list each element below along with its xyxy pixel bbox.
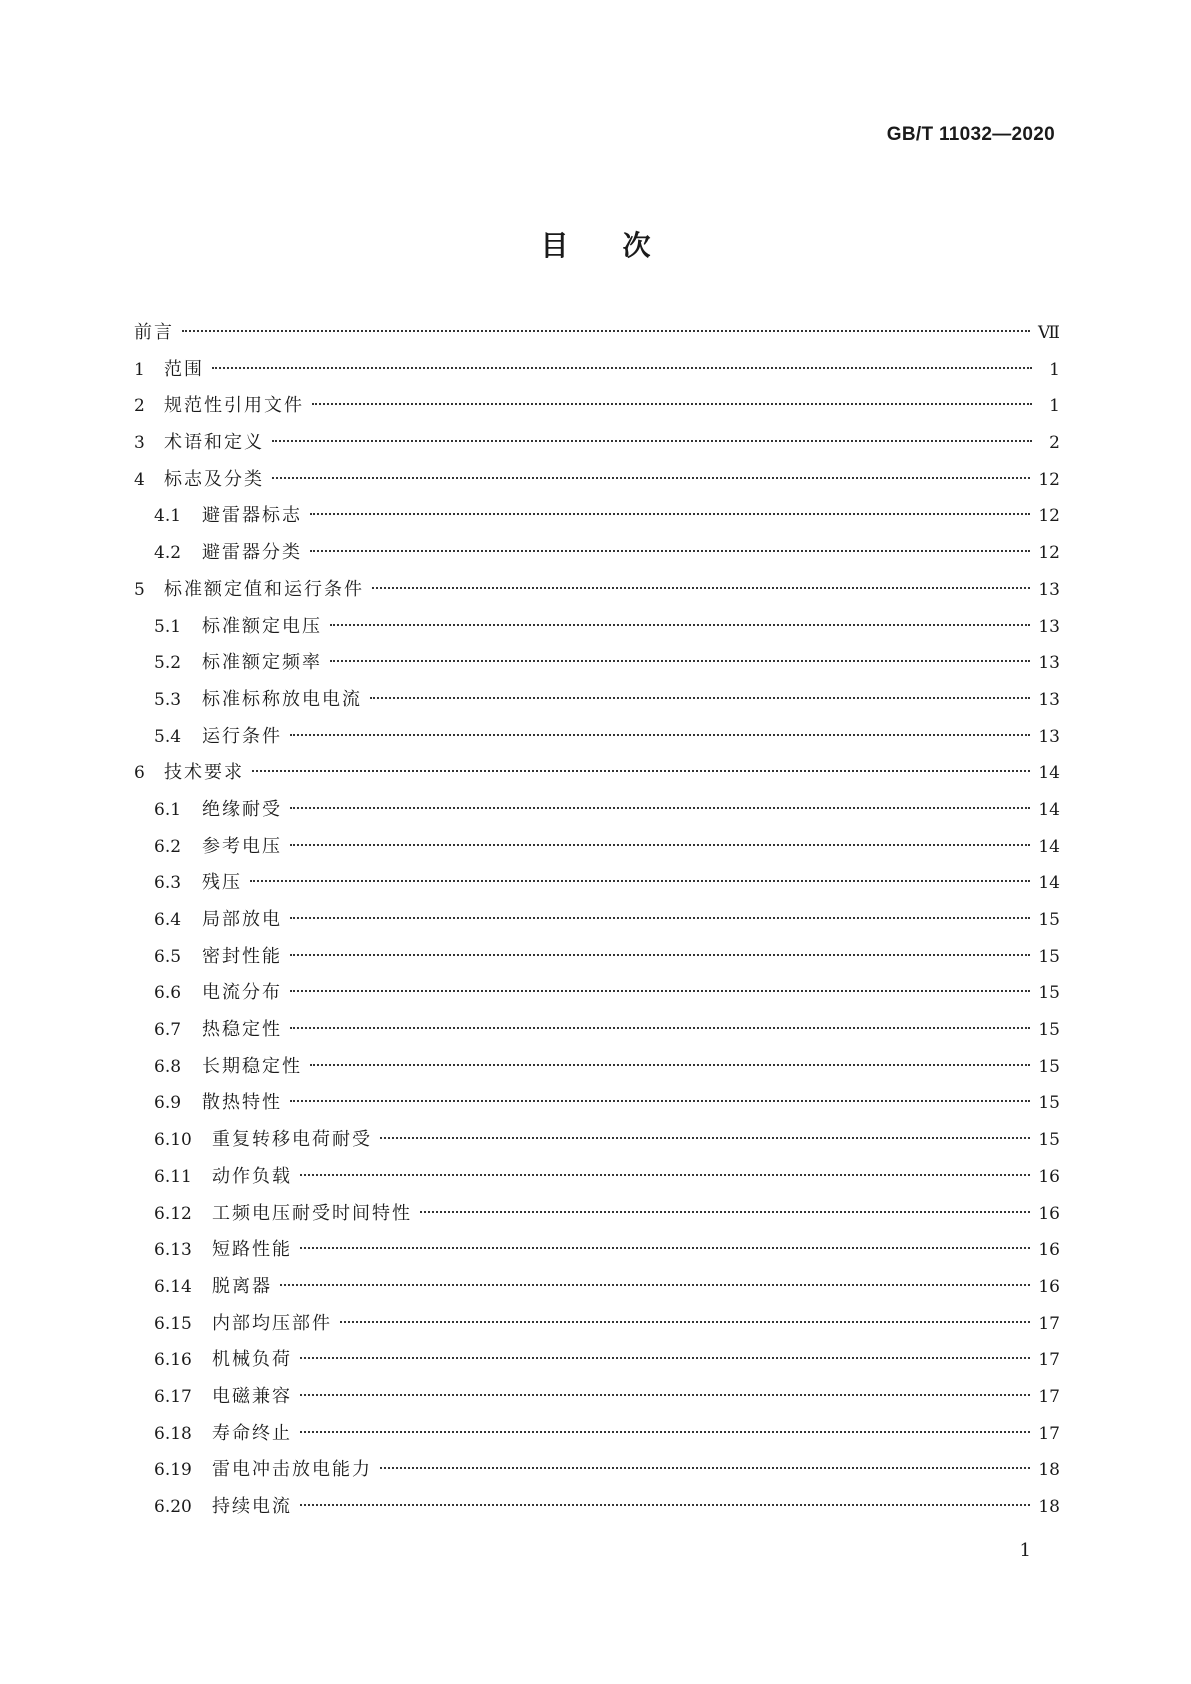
toc-entry[interactable] (134, 1349, 1060, 1386)
toc-entry-number: 6.20 (154, 1497, 192, 1517)
toc-entry-title: 标准额定电压 (202, 615, 322, 637)
toc-entry-title: 绝缘耐受 (202, 798, 282, 820)
toc-entry-title: 内部均压部件 (212, 1312, 332, 1334)
toc-entry-title: 动作负载 (212, 1165, 292, 1187)
dot-leader (300, 1247, 1030, 1249)
toc-entry-page: 17 (1038, 1423, 1060, 1444)
page-title: 目次 (540, 229, 705, 262)
dot-leader (420, 1211, 1030, 1213)
toc-entry-page: 17 (1038, 1313, 1060, 1334)
toc-entry-page: 14 (1038, 836, 1060, 857)
toc-entry-page: 13 (1038, 689, 1060, 710)
toc-entry[interactable] (134, 1203, 1060, 1240)
dot-leader (272, 440, 1032, 442)
dot-leader (300, 1174, 1030, 1176)
toc-entry-number: 3 (134, 433, 145, 454)
toc-entry[interactable] (134, 322, 1060, 359)
dot-leader (310, 1064, 1030, 1066)
toc-entry[interactable] (134, 726, 1060, 763)
toc-entry[interactable] (134, 799, 1060, 836)
toc-entry-number: 6.16 (154, 1350, 192, 1371)
toc-entry-number: 2 (134, 396, 145, 417)
dot-leader (330, 660, 1030, 662)
toc-entry-number: 6 (134, 763, 145, 784)
toc-entry-number: 4.1 (154, 506, 182, 527)
toc-entry-number: 1 (134, 359, 145, 380)
toc-entry[interactable] (134, 1056, 1060, 1093)
dot-leader (290, 734, 1030, 736)
dot-leader (252, 770, 1030, 772)
dot-leader (300, 1504, 1030, 1506)
toc-entry-title: 前言 (134, 322, 174, 343)
toc-entry[interactable] (134, 982, 1060, 1019)
toc-entry-number: 6.1 (154, 799, 182, 820)
toc-entry-title: 技术要求 (164, 762, 244, 784)
toc-entry[interactable] (134, 359, 1060, 396)
dot-leader (330, 624, 1030, 626)
toc-entry-page: 14 (1038, 763, 1060, 784)
toc-entry-title: 重复转移电荷耐受 (212, 1129, 372, 1151)
toc-entry-number: 6.5 (154, 946, 182, 967)
toc-entry[interactable] (134, 1276, 1060, 1313)
toc-entry-title: 标准额定值和运行条件 (164, 578, 364, 600)
toc-entry-title: 标准额定频率 (202, 652, 322, 674)
toc-entry-number: 6.6 (154, 983, 182, 1004)
toc-entry[interactable] (134, 1129, 1060, 1166)
toc-entry-number: 6.7 (154, 1020, 182, 1041)
toc-entry-title: 热稳定性 (202, 1019, 282, 1041)
toc-entry-number: 5 (134, 579, 145, 600)
toc-entry-page: 13 (1038, 616, 1060, 637)
toc-entry-number: 6.2 (154, 836, 182, 857)
toc-entry-title: 寿命终止 (212, 1422, 292, 1444)
toc-entry-title: 参考电压 (202, 835, 282, 857)
dot-leader (272, 477, 1030, 479)
toc-entry-title: 避雷器标志 (202, 505, 302, 527)
toc-entry[interactable] (134, 616, 1060, 653)
toc-entry-page: 18 (1038, 1497, 1060, 1517)
toc-entry-page: Ⅶ (1038, 323, 1060, 343)
toc-entry-page: 12 (1038, 506, 1060, 527)
toc-entry[interactable] (134, 946, 1060, 983)
toc-entry-page: 15 (1038, 910, 1060, 930)
toc-entry-page: 14 (1038, 873, 1060, 894)
dot-leader (290, 990, 1030, 992)
toc-entry[interactable] (134, 1313, 1060, 1350)
toc-entry[interactable] (134, 579, 1060, 616)
toc-entry-number: 6.19 (154, 1460, 192, 1481)
dot-leader (370, 697, 1030, 699)
dot-leader (372, 587, 1030, 589)
toc-entry[interactable] (134, 836, 1060, 873)
toc-entry-title: 工频电压耐受时间特性 (212, 1202, 412, 1224)
dot-leader (290, 917, 1030, 919)
toc-entry[interactable] (134, 1092, 1060, 1129)
toc-entry[interactable] (134, 909, 1060, 946)
toc-entry-number: 4.2 (154, 543, 182, 564)
dot-leader (312, 403, 1032, 405)
toc-entry[interactable] (134, 1166, 1060, 1203)
toc-entry-title: 持续电流 (212, 1496, 292, 1517)
toc-entry-page: 15 (1038, 1056, 1060, 1077)
dot-leader (380, 1137, 1030, 1139)
toc-entry-title: 标准标称放电电流 (202, 688, 362, 710)
dot-leader (340, 1321, 1030, 1323)
toc-entry-title: 机械负荷 (212, 1349, 292, 1371)
toc-entry[interactable] (134, 762, 1060, 799)
toc-entry-number: 5.1 (154, 616, 182, 637)
dot-leader (310, 513, 1030, 515)
toc-entry-title: 密封性能 (202, 945, 282, 967)
toc-entry[interactable] (134, 1459, 1060, 1496)
dot-leader (212, 367, 1032, 369)
toc-entry-title: 术语和定义 (164, 432, 264, 454)
dot-leader (310, 550, 1030, 552)
toc-entry-page: 1 (1049, 396, 1060, 417)
toc-entry[interactable] (134, 432, 1060, 469)
toc-entry-title: 避雷器分类 (202, 542, 302, 564)
dot-leader (290, 954, 1030, 956)
toc-entry-number: 5.4 (154, 726, 182, 747)
toc-entry-number: 6.17 (154, 1386, 192, 1407)
toc-entry[interactable] (134, 1019, 1060, 1056)
toc-entry-title: 短路性能 (212, 1239, 292, 1261)
toc-entry-title: 运行条件 (202, 725, 282, 747)
toc-entry-number: 6.9 (154, 1093, 182, 1114)
toc-entry-title: 电磁兼容 (212, 1385, 292, 1407)
toc-entry-title: 范围 (164, 358, 204, 380)
toc-entry[interactable] (134, 652, 1060, 689)
toc-entry-title: 脱离器 (212, 1275, 272, 1297)
toc-entry[interactable] (134, 469, 1060, 506)
toc-entry-number: 6.4 (154, 910, 182, 930)
toc-entry[interactable] (134, 395, 1060, 432)
toc-entry-number: 4 (134, 469, 145, 490)
dot-leader (250, 880, 1030, 882)
dot-leader (280, 1284, 1030, 1286)
table-of-contents (134, 322, 1060, 1533)
toc-entry-page: 15 (1038, 983, 1060, 1004)
toc-entry-page: 2 (1049, 433, 1060, 454)
toc-entry-page: 13 (1038, 579, 1060, 600)
toc-entry-number: 6.11 (154, 1166, 192, 1187)
toc-entry-title: 散热特性 (202, 1092, 282, 1114)
toc-entry-number: 6.15 (154, 1313, 192, 1334)
toc-entry-title: 长期稳定性 (202, 1055, 302, 1077)
toc-entry-number: 5.3 (154, 689, 182, 710)
toc-entry-number: 6.3 (154, 873, 182, 894)
toc-entry-number: 6.12 (154, 1203, 192, 1224)
toc-entry-title: 雷电冲击放电能力 (212, 1459, 372, 1481)
dot-leader (290, 807, 1030, 809)
toc-entry-number: 6.10 (154, 1130, 192, 1151)
toc-entry[interactable] (134, 542, 1060, 579)
toc-entry-page: 17 (1038, 1386, 1060, 1407)
toc-entry[interactable] (134, 1496, 1060, 1533)
toc-entry-number: 6.8 (154, 1056, 182, 1077)
toc-entry[interactable] (134, 1386, 1060, 1423)
toc-entry-page: 15 (1038, 946, 1060, 967)
toc-entry[interactable] (134, 1239, 1060, 1276)
page-number: 1 (1019, 1540, 1031, 1561)
toc-entry-number: 5.2 (154, 653, 182, 674)
toc-entry-title: 规范性引用文件 (164, 395, 304, 417)
toc-entry-page: 1 (1049, 359, 1060, 380)
dot-leader (290, 844, 1030, 846)
toc-entry-page: 15 (1038, 1130, 1060, 1151)
toc-entry-page: 16 (1038, 1240, 1060, 1261)
dot-leader (290, 1027, 1030, 1029)
toc-entry[interactable] (134, 689, 1060, 726)
toc-entry-page: 14 (1038, 799, 1060, 820)
toc-entry-page: 18 (1038, 1460, 1060, 1481)
dot-leader (380, 1467, 1030, 1469)
toc-entry-page: 16 (1038, 1276, 1060, 1297)
toc-entry[interactable] (134, 1423, 1060, 1460)
toc-entry-number: 6.18 (154, 1423, 192, 1444)
toc-entry[interactable] (134, 872, 1060, 909)
toc-entry-page: 15 (1038, 1093, 1060, 1114)
toc-entry-page: 12 (1038, 543, 1060, 564)
dot-leader (300, 1431, 1030, 1433)
dot-leader (300, 1394, 1030, 1396)
toc-entry-title: 残压 (202, 872, 242, 894)
toc-entry-title: 标志及分类 (164, 468, 264, 490)
dot-leader (182, 330, 1030, 332)
toc-entry-title: 局部放电 (202, 909, 282, 930)
toc-entry-page: 13 (1038, 653, 1060, 674)
toc-entry-number: 6.14 (154, 1276, 192, 1297)
toc-entry-page: 12 (1038, 469, 1060, 490)
dot-leader (290, 1100, 1030, 1102)
toc-entry-number: 6.13 (154, 1240, 192, 1261)
toc-entry[interactable] (134, 505, 1060, 542)
toc-entry-page: 16 (1038, 1203, 1060, 1224)
toc-entry-page: 16 (1038, 1166, 1060, 1187)
document-code: GB/T 11032—2020 (886, 124, 1055, 145)
toc-entry-page: 17 (1038, 1350, 1060, 1371)
dot-leader (300, 1357, 1030, 1359)
toc-entry-title: 电流分布 (202, 982, 282, 1004)
toc-entry-page: 13 (1038, 726, 1060, 747)
toc-entry-page: 15 (1038, 1020, 1060, 1041)
